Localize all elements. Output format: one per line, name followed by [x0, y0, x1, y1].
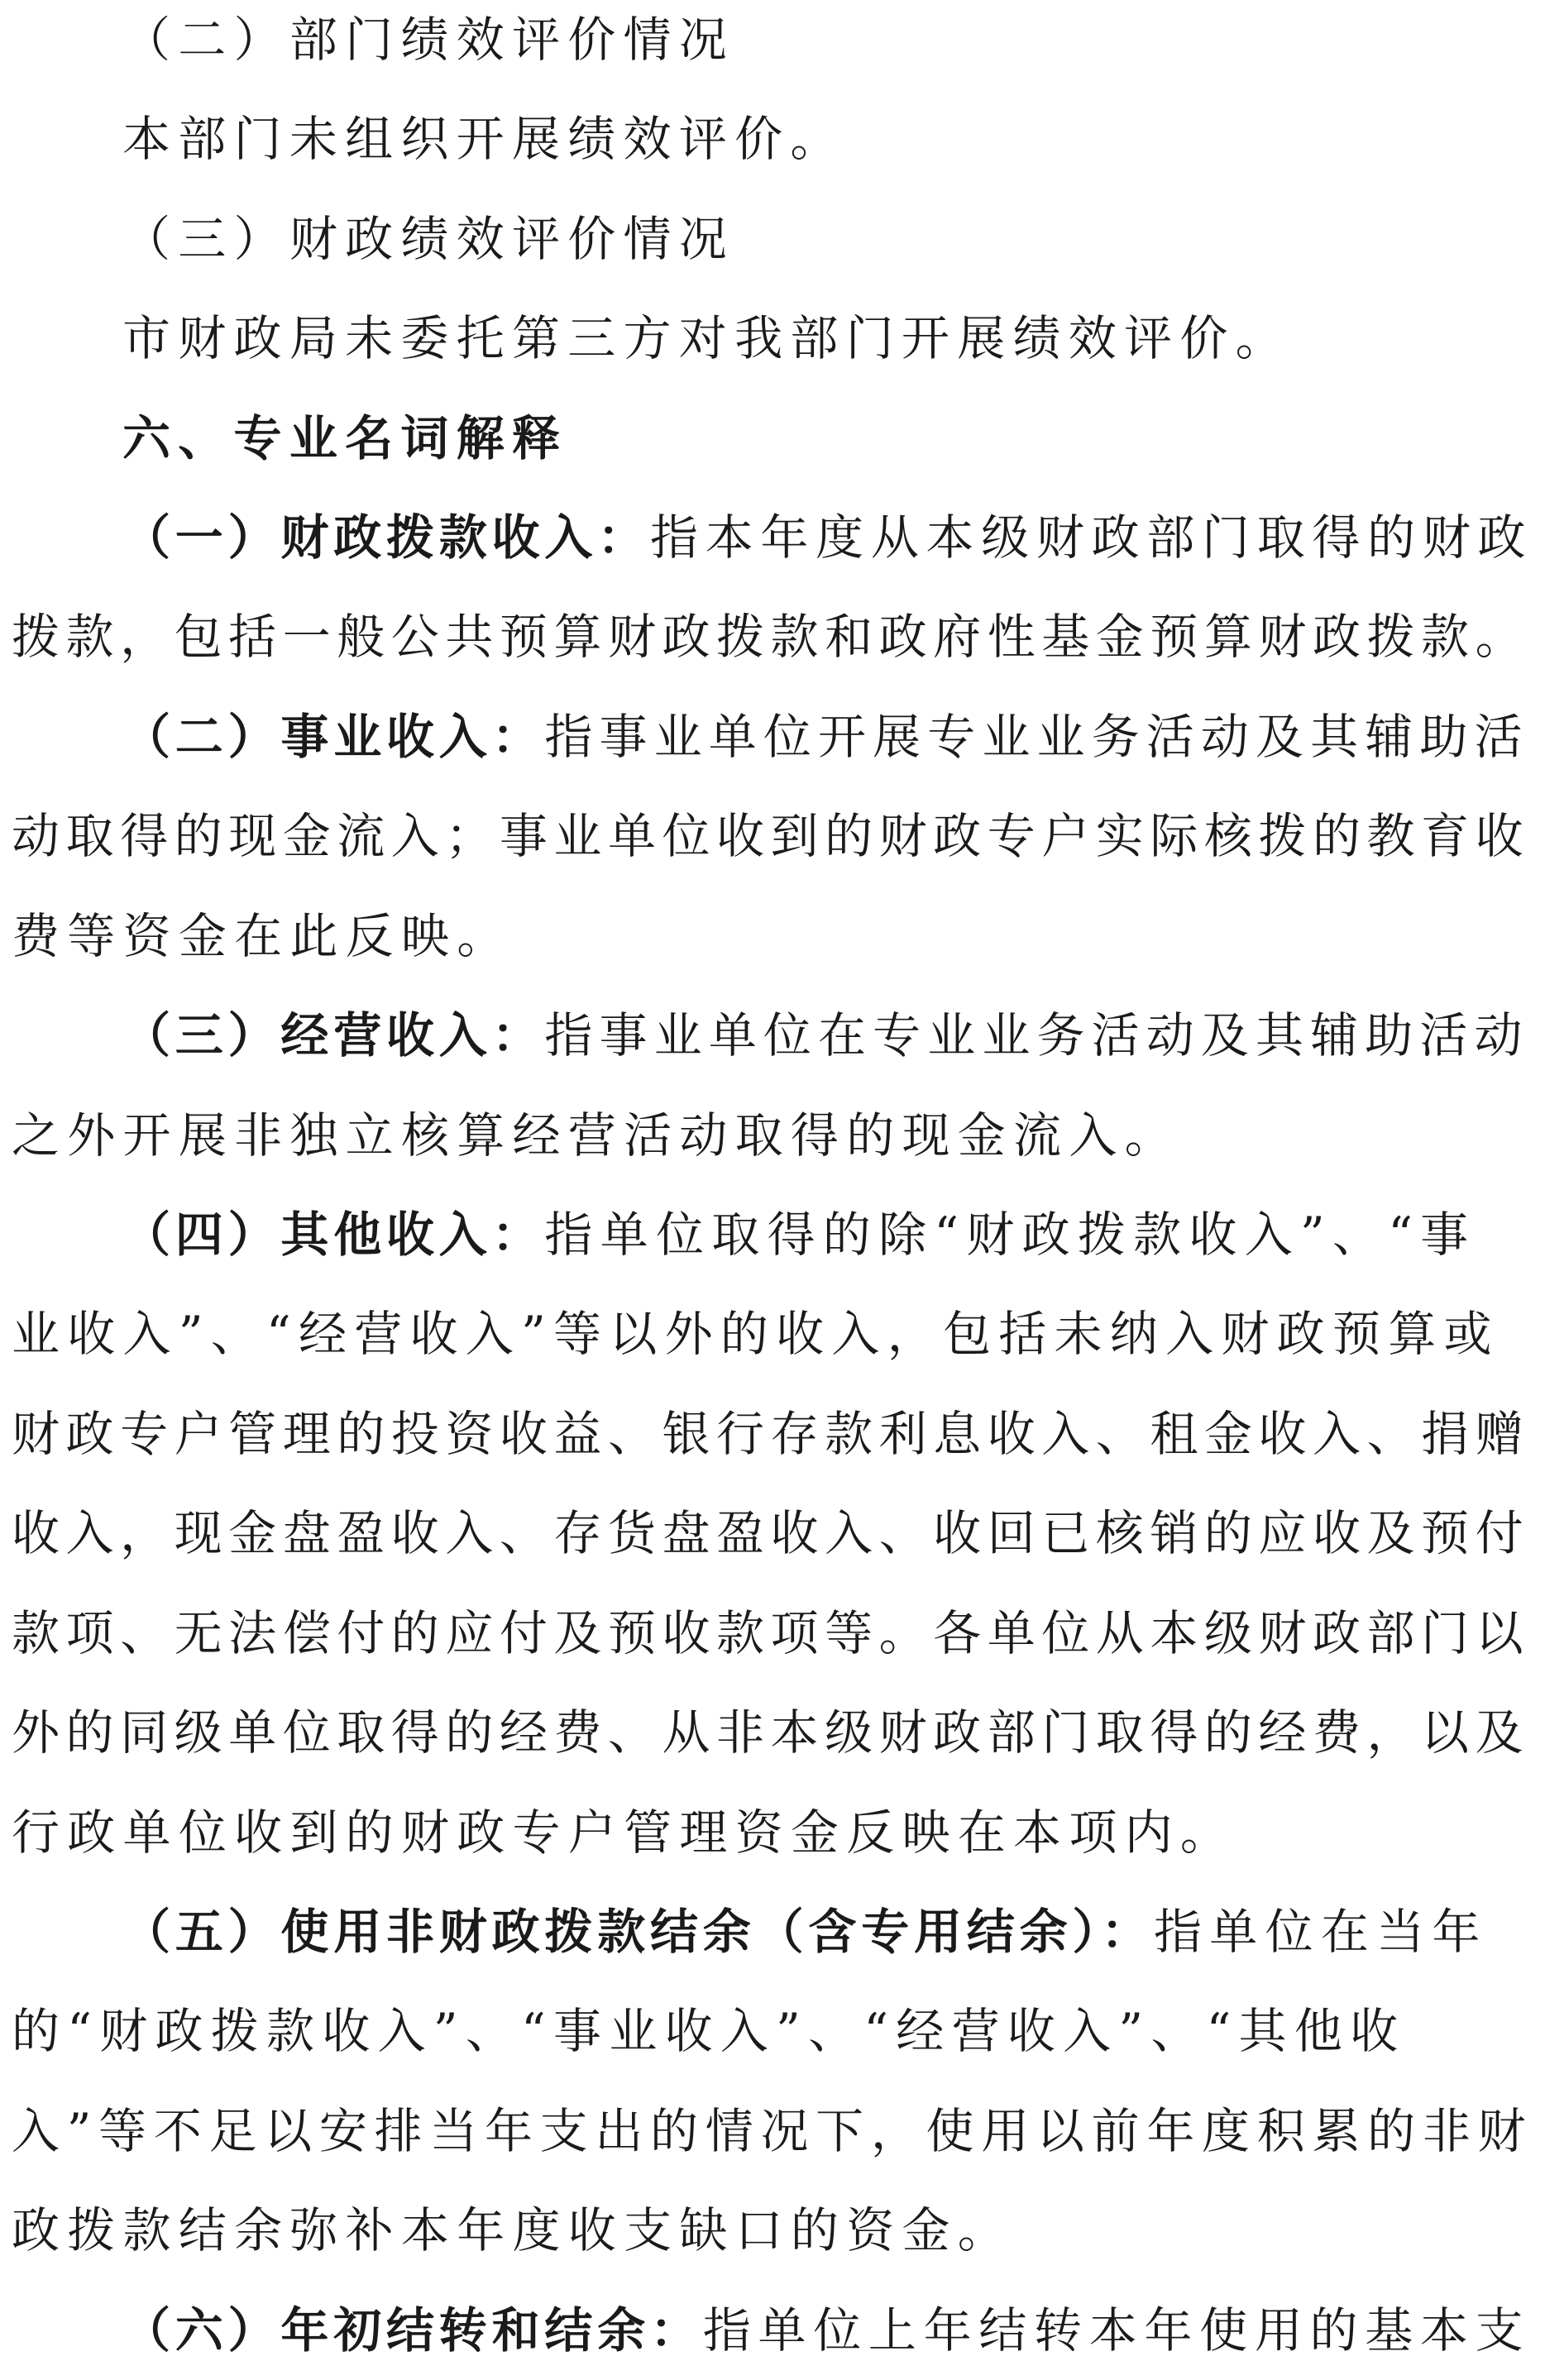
- paragraph-dept-eval: 本部门未组织开展绩效评价。: [122, 111, 846, 168]
- glossary-item-line: [122, 1882, 1488, 1981]
- glossary-text-line: 外的同级单位取得的经费、从非本级财政部门取得的经费，以及: [12, 1704, 1530, 1761]
- glossary-text: 指事业单位在专业业务活动及其辅助活动: [544, 1007, 1529, 1064]
- glossary-text: 指单位上年结转本年使用的基本支: [702, 2301, 1531, 2358]
- glossary-text-line: 款项、无法偿付的应付及预收款项等。各单位从本级财政部门以: [12, 1604, 1530, 1661]
- glossary-text: 指单位取得的除“财政拨款收入”、“事: [544, 1207, 1476, 1263]
- section-heading-glossary: 六、专业名词解释: [122, 409, 568, 466]
- glossary-text-line: 财政专户管理的投资收益、银行存款利息收入、租金收入、捐赠: [12, 1405, 1530, 1462]
- glossary-text-line: 行政单位收到的财政专户管理资金反映在本项内。: [12, 1804, 1236, 1861]
- glossary-item-line: [122, 1185, 1476, 1284]
- glossary-text-line: 收入，现金盘盈收入、存货盘盈收入、收回已核销的应收及预付: [12, 1505, 1530, 1562]
- glossary-text-line: 动取得的现金流入；事业单位收到的财政专户实际核拨的教育收: [12, 808, 1530, 865]
- glossary-term: （三）经营收入：: [122, 1007, 545, 1064]
- glossary-text-line: 之外开展非独立核算经营活动取得的现金流入。: [12, 1106, 1180, 1164]
- glossary-text-line: 拨款，包括一般公共预算财政拨款和政府性基金预算财政拨款。: [12, 609, 1530, 666]
- glossary-term: （二）事业收入：: [122, 708, 545, 765]
- paragraph-finance-eval: 市财政局未委托第三方对我部门开展绩效评价。: [122, 310, 1291, 367]
- glossary-term: （五）使用非财政拨款结余（含专用结余）：: [122, 1903, 1155, 1960]
- glossary-text-line: 业收入”、“经营收入”等以外的收入，包括未纳入财政预算或: [12, 1306, 1500, 1363]
- sub-heading-dept-eval: （二）部门绩效评价情况: [122, 11, 735, 68]
- glossary-item-line: [122, 986, 1529, 1085]
- glossary-text-line: 入”等不足以安排当年支出的情况下，使用以前年度积累的非财: [12, 2102, 1533, 2159]
- glossary-text-line: 费等资金在此反映。: [12, 907, 513, 964]
- glossary-item-line: [122, 687, 1529, 786]
- glossary-term: （六）年初结转和结余：: [122, 2301, 703, 2358]
- glossary-term: （一）财政拨款收入：: [122, 509, 651, 566]
- glossary-item-line: [122, 488, 1533, 587]
- sub-heading-finance-eval: （三）财政绩效评价情况: [122, 210, 735, 267]
- glossary-text-line: 政拨款结余弥补本年度收支缺口的资金。: [12, 2202, 1014, 2259]
- glossary-text: 指事业单位开展专业业务活动及其辅助活: [544, 708, 1529, 765]
- glossary-text: 指单位在当年: [1154, 1903, 1488, 1960]
- glossary-text: 指本年度从本级财政部门取得的财政: [650, 509, 1533, 566]
- glossary-text-line: 的“财政拨款收入”、“事业收入”、“经营收入”、“其他收: [12, 2003, 1406, 2060]
- glossary-term: （四）其他收入：: [122, 1207, 545, 1263]
